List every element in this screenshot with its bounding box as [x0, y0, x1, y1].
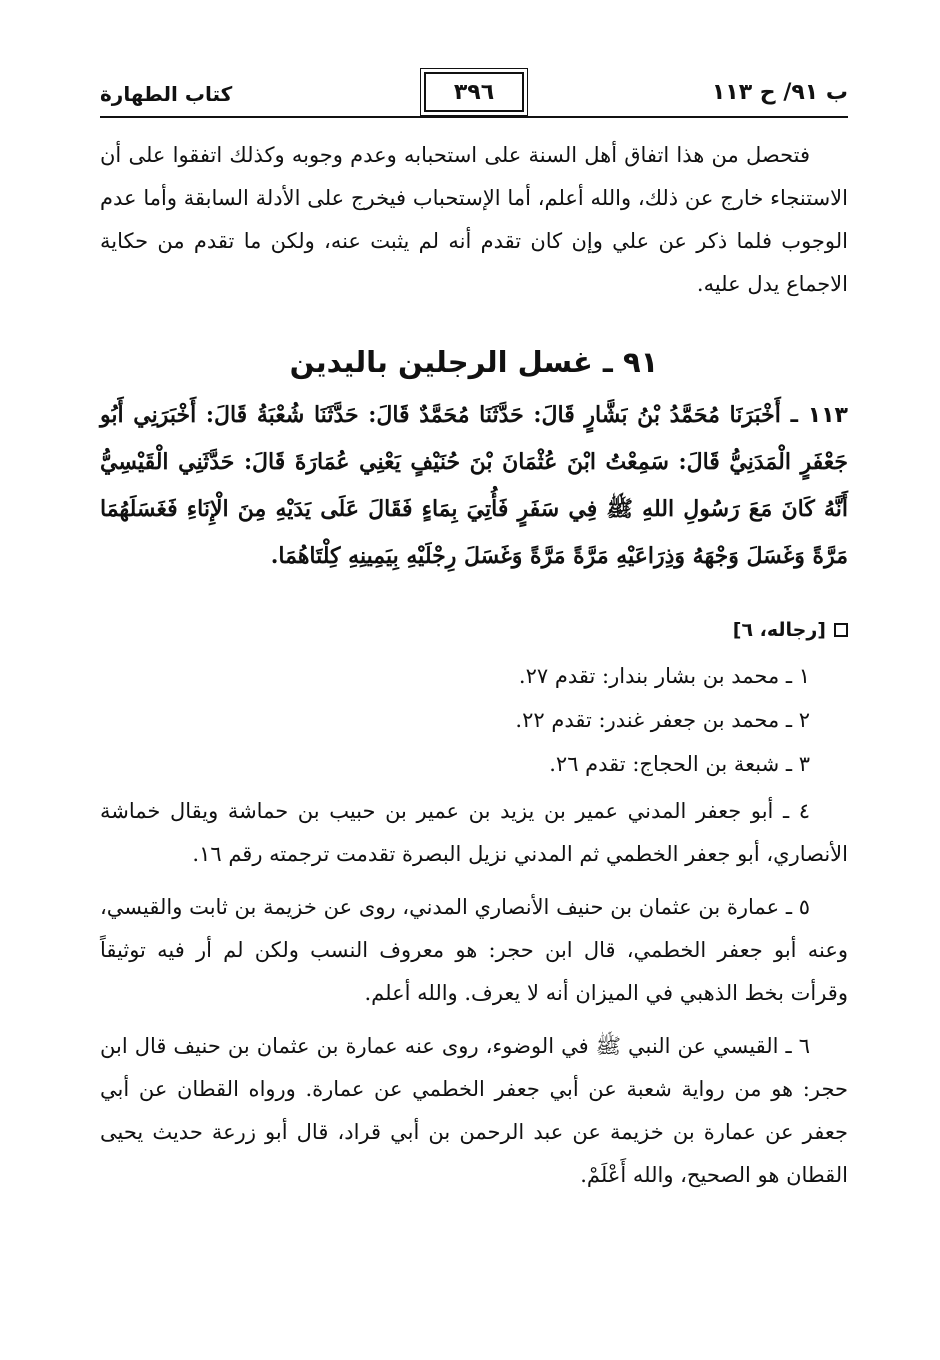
book-title: كتاب الطهارة — [100, 82, 233, 106]
rijal-heading-label: [رجاله، ٦] — [732, 619, 826, 641]
intro-paragraph: فتحصل من هذا اتفاق أهل السنة على استحبابه وعدم وجوبه وكذلك اتفقوا على أن الاستنجاء خارج عن ذلك، والله أعلم، أما الإستحباب فيخرج على الأدلة السابقة وأما عدم الوجوب فلما ذكر عن علي وإن كان تقدم أنه لم يثبت عنه، ولكن ما تقدم من حكاية الاجماع يدل عليه. — [100, 143, 848, 296]
hadith-text — [100, 392, 848, 580]
narrator-item: ٢ ـ محمد بن جعفر غندر: تقدم ٢٢. — [515, 708, 810, 732]
narrator-item: ٣ ـ شبعة بن الحجاج: تقدم ٢٦. — [549, 752, 810, 776]
narrator-item: ٤ ـ أبو جعفر المدني عمير بن يزيد بن عمير بن حبيب بن حماشة ويقال خماشة الأنصاري، أبو جعفر الخطمي ثم المدني نزيل البصرة تقدمت ترجمته رقم ١٦. — [100, 799, 848, 866]
narrator-item: ٥ ـ عمارة بن عثمان بن حنيف الأنصاري المدني، روى عن خزيمة بن ثابت والقيسي، وعنه أبو جعفر الخطمي، قال ابن حجر: هو معروف النسب ولكن لم أر فيه توثيقاً وقرأت بخط الذهبي في الميزان أنه لا يعرف. والله أعلم. — [100, 895, 848, 1005]
section-title: ٩١ ـ غسل الرجلين باليدين — [289, 345, 659, 379]
narrator-item: ١ ـ محمد بن بشار بندار: تقدم ٢٧. — [518, 664, 810, 688]
chapter-reference: ب ٩١/ ح ١١٣ — [711, 80, 848, 105]
page-header — [100, 72, 848, 118]
hadith-body: أَخْبَرَنَا مُحَمَّدُ بْنُ بَشَّارٍ قَالَ: حَدَّثَنَا مُحَمَّدٌ قَالَ: حَدَّثَنَا شُعْبَةُ قَالَ: أَخْبَرَنِي أَبُو جَعْفَرٍ الْمَدَنِيُّ قَالَ: سَمِعْتُ ابْنَ عُثْمَانَ بْنَ حُنَيْفٍ يَعْنِي عُمَارَةَ قَالَ: حَدَّثَنِي الْقَيْسِيُّ أَنَّهُ كَانَ مَعَ رَسُولِ اللهِ ﷺ فِي سَفَرٍ فَأُتِيَ بِمَاءٍ فَقَالَ عَلَى يَدَيْهِ مِنَ الْإِنَاءِ فَغَسَلَهُمَا مَرَّةً وَغَسَلَ وَجْهَهُ وَذِرَاعَيْهِ مَرَّةً مَرَّةً وَغَسَلَ رِجْلَيْهِ بِيَمِينِهِ كِلْتَاهُمَا. — [100, 402, 848, 569]
square-bullet-icon — [834, 623, 848, 637]
header-rule — [100, 116, 848, 118]
page-number: ٣٩٦ — [424, 72, 524, 112]
narrator-item: ٦ ـ القيسي عن النبي ﷺ في الوضوء، روى عنه عمارة بن عثمان بن حنيف قال ابن حجر: هو من رواية شعبة عن أبي جعفر الخطمي عن عمارة. ورواه القطان عن أبي جعفر عن عمارة بن خزيمة عن عبد الرحمن بن أبي قراد، قال أبو زرعة حديث يحيى القطان هو الصحيح، والله أَعْلَمْ. — [100, 1034, 848, 1187]
rijal-heading — [100, 610, 848, 650]
hadith-number: ١١٣ ـ — [790, 403, 848, 428]
page-content — [100, 134, 848, 1207]
